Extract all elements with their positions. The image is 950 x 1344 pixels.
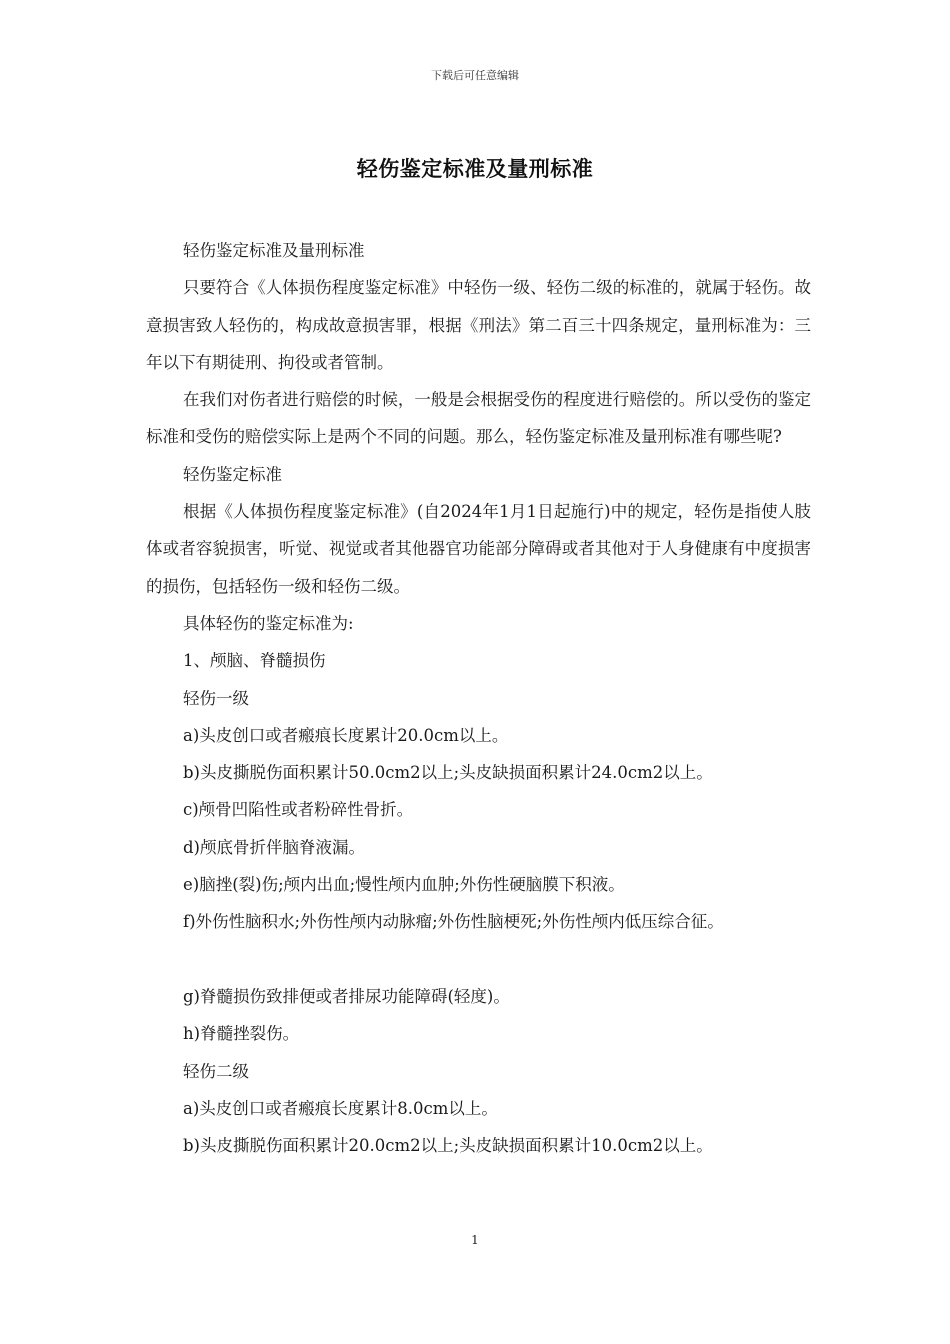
list-item-2b: b)头皮撕脱伤面积累计20.0cm2以上;头皮缺损面积累计10.0cm2以上。 <box>183 1136 713 1156</box>
list-item-1c: c)颅骨凹陷性或者粉碎性骨折。 <box>183 800 414 820</box>
page-header-note: 下载后可任意编辑 <box>431 69 519 82</box>
list-item-1e: e)脑挫(裂)伤;颅内出血;慢性颅内血肿;外伤性硬脑膜下积液。 <box>183 875 625 895</box>
list-item-1a: a)头皮创口或者瘢痕长度累计20.0cm以上。 <box>183 725 509 745</box>
list-item-2a: a)头皮创口或者瘢痕长度累计8.0cm以上。 <box>183 1098 498 1118</box>
list-item-1f: f)外伤性脑积水;外伤性颅内动脉瘤;外伤性脑梗死;外伤性颅内低压综合征。 <box>183 912 724 932</box>
section-heading-standard: 轻伤鉴定标准 <box>183 464 282 484</box>
section-heading-brain-spine: 1、颅脑、脊髓损伤 <box>183 651 326 671</box>
paragraph-subtitle: 轻伤鉴定标准及量刑标准 <box>183 241 365 260</box>
paragraph-specific-standards: 具体轻伤的鉴定标准为: <box>183 613 354 633</box>
page-number: 1 <box>471 1233 479 1247</box>
list-item-1d: d)颅底骨折伴脑脊液漏。 <box>183 837 365 857</box>
paragraph-intro: 只要符合《人体损伤程度鉴定标准》中轻伤一级、轻伤二级的标准的，就属于轻伤。故意损害致人轻伤的，构成故意损害罪，根据《刑法》第二百三十四条规定，量刑标准为：三年以下有期徒刑、拘役或者管制。 <box>146 278 811 372</box>
list-item-1g: g)脊髓损伤致排便或者排尿功能障碍(轻度)。 <box>183 986 510 1006</box>
document-title: 轻伤鉴定标准及量刑标准 <box>356 156 594 181</box>
subsection-heading-level-one: 轻伤一级 <box>183 688 249 708</box>
document-body <box>146 232 811 1164</box>
paragraph-definition: 根据《人体损伤程度鉴定标准》(自2024年1月1日起施行)中的规定，轻伤是指使人肢体或者容貌损害，听觉、视觉或者其他器官功能部分障碍或者其他对于人身健康有中度损害的损伤，包括轻伤一级和轻伤二级。 <box>146 502 811 596</box>
list-item-1b: b)头皮撕脱伤面积累计50.0cm2以上;头皮缺损面积累计24.0cm2以上。 <box>183 763 713 783</box>
subsection-heading-level-two: 轻伤二级 <box>183 1061 249 1081</box>
blank-line <box>146 941 811 978</box>
paragraph-compensation: 在我们对伤者进行赔偿的时候，一般是会根据受伤的程度进行赔偿的。所以受伤的鉴定标准和受伤的赔偿实际上是两个不同的问题。那么，轻伤鉴定标准及量刑标准有哪些呢? <box>146 390 811 447</box>
list-item-1h: h)脊髓挫裂伤。 <box>183 1024 300 1044</box>
